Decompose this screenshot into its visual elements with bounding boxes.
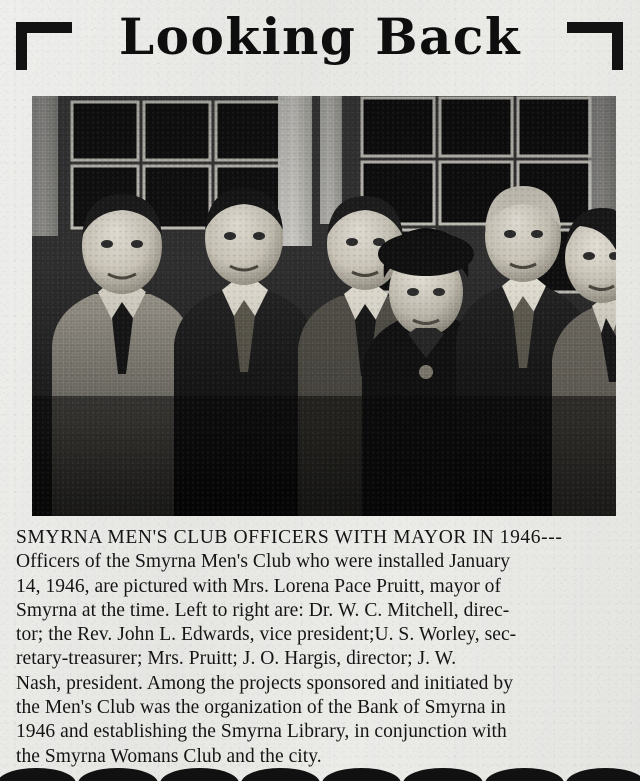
caption-line: SMYRNA MEN'S CLUB OFFICERS WITH MAYOR IN 1946---	[16, 527, 563, 548]
caption-line: the Men's Club was the organization of the Bank of Smyrna in	[16, 697, 506, 719]
caption-line: Officers of the Smyrna Men's Club who were installed January	[16, 551, 511, 573]
scallop	[78, 768, 157, 781]
scallop	[403, 768, 482, 781]
corner-bracket-right-icon	[567, 22, 623, 70]
scallop	[322, 768, 401, 781]
caption-line: Nash, president. Among the projects sponsored and initiated by	[16, 672, 514, 694]
page-title: Looking Back	[119, 7, 521, 66]
caption-line: Smyrna at the time. Left to right are: Dr. W. C. Mitchell, direc-	[16, 599, 510, 621]
caption-line: tor; the Rev. John L. Edwards, vice president;U. S. Worley, sec-	[16, 624, 517, 646]
caption-line: 14, 1946, are pictured with Mrs. Lorena Pace Pruitt, mayor of	[16, 575, 502, 597]
photo-caption	[16, 526, 628, 769]
masthead	[0, 0, 640, 86]
caption-line: the Smyrna Womans Club and the city.	[16, 745, 322, 767]
photograph	[32, 96, 616, 516]
scallop	[566, 768, 640, 781]
photograph-image	[32, 96, 616, 516]
scallop-row	[0, 768, 640, 781]
scallop	[0, 768, 76, 781]
caption-line: retary-treasurer; Mrs. Pruitt; J. O. Hargis, director; J. W.	[16, 648, 457, 670]
scallop	[241, 768, 320, 781]
scallop	[160, 768, 239, 781]
caption-line: 1946 and establishing the Smyrna Library, in conjunction with	[16, 721, 507, 743]
bottom-ink-band	[0, 763, 640, 781]
scallop	[485, 768, 564, 781]
